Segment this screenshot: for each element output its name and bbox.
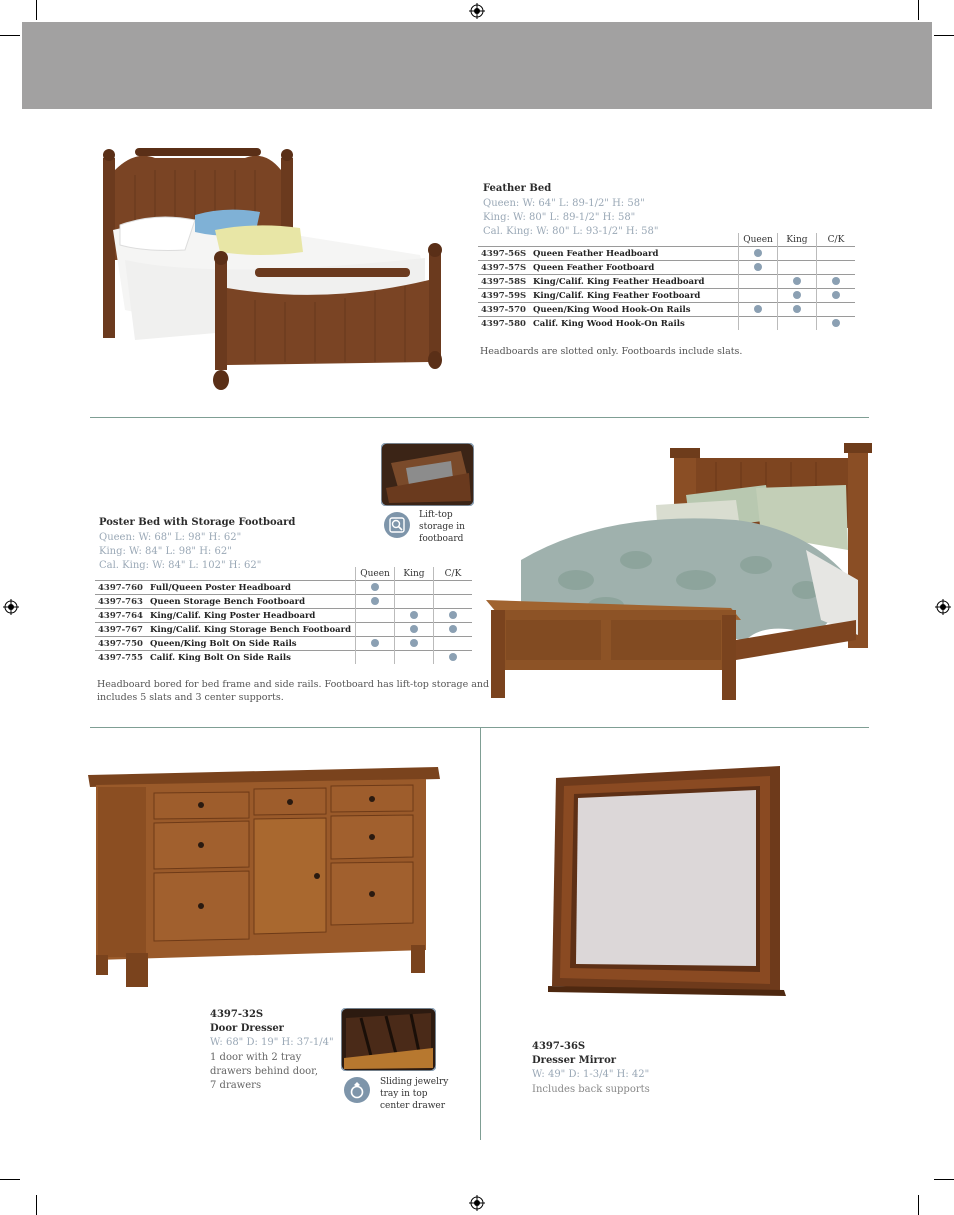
availability-dot (371, 639, 379, 647)
item-name: King/Calif. King Poster Headboard (147, 609, 356, 623)
feather-bed-image (95, 140, 450, 395)
crop-mark (918, 1195, 919, 1215)
availability-dot (832, 319, 840, 327)
poster-bed-title: Poster Bed with Storage Footboard (99, 517, 296, 528)
feature-line: tray in top (380, 1089, 428, 1099)
dims-queen: Queen: W: 68" L: 98" H: 62" (99, 532, 242, 543)
crop-mark (934, 1179, 954, 1180)
feature-line: Lift-top (419, 510, 453, 520)
column-divider (480, 728, 481, 1140)
sku: 4397-59S (478, 289, 530, 303)
sku: 4397-755 (95, 651, 147, 665)
item-name: Calif. King Bolt On Side Rails (147, 651, 356, 665)
col-queen: Queen (739, 233, 778, 247)
registration-mark-icon (469, 1195, 485, 1211)
mirror-image (548, 764, 788, 996)
crop-mark (0, 1179, 20, 1180)
crop-mark (36, 1195, 37, 1215)
item-name: King/Calif. King Storage Bench Footboard (147, 623, 356, 637)
crop-mark (934, 35, 954, 36)
dims-king: King: W: 84" L: 98" H: 62" (99, 546, 232, 557)
sku: 4397-58S (478, 275, 530, 289)
lift-top-storage-photo (381, 443, 474, 506)
table-header-row (478, 233, 855, 247)
col-queen: Queen (356, 567, 395, 581)
poster-bed-image (486, 440, 876, 702)
desc-line: drawers behind door, (210, 1066, 318, 1077)
mirror-description: Includes back supports (532, 1084, 650, 1095)
feature-line: storage in (419, 522, 465, 532)
availability-dot (754, 263, 762, 271)
sku: 4397-57S (478, 261, 530, 275)
availability-dot (449, 625, 457, 633)
table-row (478, 275, 855, 289)
table-row (95, 595, 472, 609)
availability-dot (449, 653, 457, 661)
dims-king: King: W: 80" L: 89-1/2" H: 58" (483, 212, 636, 223)
sku: 4397-763 (95, 595, 147, 609)
registration-mark-icon (3, 599, 19, 615)
feature-line: center drawer (380, 1101, 446, 1111)
magnify-icon (384, 512, 410, 538)
col-ck: C/K (434, 567, 473, 581)
mirror-title: Dresser Mirror (532, 1055, 617, 1066)
table-row (478, 317, 855, 331)
registration-mark-icon (469, 3, 485, 19)
mirror-sku: 4397-36S (532, 1041, 586, 1052)
availability-dot (410, 611, 418, 619)
item-name: Queen/King Wood Hook-On Rails (530, 303, 739, 317)
item-name: Queen Feather Footboard (530, 261, 739, 275)
dresser-description (210, 1051, 318, 1093)
jewelry-tray-photo (341, 1008, 436, 1071)
crop-mark (0, 35, 20, 36)
availability-dot (832, 277, 840, 285)
sku: 4397-570 (478, 303, 530, 317)
availability-dot (754, 305, 762, 313)
item-name: Full/Queen Poster Headboard (147, 581, 356, 595)
availability-dot (371, 597, 379, 605)
availability-dot (793, 277, 801, 285)
table-row (478, 289, 855, 303)
mirror-dims: W: 49" D: 1-3/4" H: 42" (532, 1069, 650, 1080)
desc-line: 1 door with 2 tray (210, 1052, 302, 1063)
dresser-header (210, 1008, 284, 1036)
section-divider (90, 417, 869, 418)
header-band (22, 22, 932, 109)
col-ck: C/K (817, 233, 856, 247)
ring-icon (344, 1077, 370, 1103)
crop-mark (918, 0, 919, 20)
availability-dot (410, 625, 418, 633)
availability-dot (371, 583, 379, 591)
dims-queen: Queen: W: 64" L: 89-1/2" H: 58" (483, 198, 645, 209)
registration-mark-icon (935, 599, 951, 615)
item-name: King/Calif. King Feather Headboard (530, 275, 739, 289)
poster-bed-table (95, 567, 472, 664)
item-name: King/Calif. King Feather Footboard (530, 289, 739, 303)
table-row (95, 623, 472, 637)
availability-dot (793, 305, 801, 313)
feature-line: footboard (419, 534, 464, 544)
jewelry-tray-feature-caption (380, 1076, 448, 1112)
sku: 4397-764 (95, 609, 147, 623)
table-row (478, 247, 855, 261)
dims-cal-king: Cal. King: W: 80" L: 93-1/2" H: 58" (483, 226, 659, 237)
item-name: Queen/King Bolt On Side Rails (147, 637, 356, 651)
table-row (478, 303, 855, 317)
dresser-sku: 4397-32S (210, 1009, 264, 1020)
poster-bed-note (97, 678, 489, 704)
feather-bed-table (478, 233, 855, 330)
note-line: includes 5 slats and 3 center supports. (97, 692, 284, 703)
item-name: Calif. King Wood Hook-On Rails (530, 317, 739, 331)
sku: 4397-767 (95, 623, 147, 637)
table-row (95, 581, 472, 595)
availability-dot (449, 611, 457, 619)
availability-dot (793, 291, 801, 299)
table-row (95, 651, 472, 665)
sku: 4397-760 (95, 581, 147, 595)
availability-dot (410, 639, 418, 647)
table-row (478, 261, 855, 275)
table-header-row (95, 567, 472, 581)
feather-bed-note: Headboards are slotted only. Footboards include slats. (480, 346, 743, 357)
desc-line: 7 drawers (210, 1080, 262, 1091)
item-name: Queen Storage Bench Footboard (147, 595, 356, 609)
lift-top-feature-caption (419, 509, 465, 545)
note-line: Headboard bored for bed frame and side rails. Footboard has lift-top storage and (97, 679, 490, 690)
sku: 4397-750 (95, 637, 147, 651)
availability-dot (832, 291, 840, 299)
mirror-header (532, 1040, 616, 1068)
dresser-image (86, 765, 442, 990)
dims-cal-king: Cal. King: W: 84" L: 102" H: 62" (99, 560, 262, 571)
crop-mark (36, 0, 37, 20)
sku: 4397-580 (478, 317, 530, 331)
dresser-title: Door Dresser (210, 1023, 284, 1034)
sku: 4397-56S (478, 247, 530, 261)
table-row (95, 637, 472, 651)
feature-line: Sliding jewelry (380, 1077, 449, 1087)
availability-dot (754, 249, 762, 257)
col-king: King (778, 233, 817, 247)
table-row (95, 609, 472, 623)
feather-bed-title: Feather Bed (483, 183, 552, 194)
col-king: King (395, 567, 434, 581)
item-name: Queen Feather Headboard (530, 247, 739, 261)
dresser-dims: W: 68" D: 19" H: 37-1/4" (210, 1037, 334, 1048)
